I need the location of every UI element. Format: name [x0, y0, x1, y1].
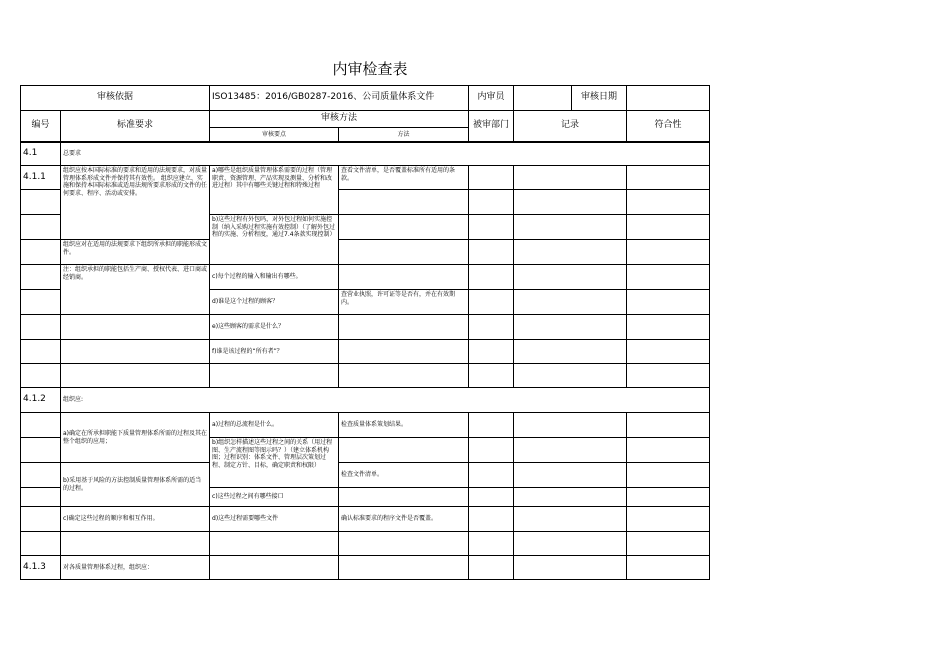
clause-4-1-1-point-c: c)每个过程的输入和输出有哪些。 [210, 265, 339, 290]
no-cell [21, 315, 61, 340]
date-label: 审核日期 [572, 86, 627, 111]
clause-4-1-2-req-a: a)确定在所承担职能下质量管理体系所需的过程及其在整个组织的应用； [61, 413, 210, 463]
clause-4-1-3-no: 4.1.3 [21, 556, 61, 580]
dept-cell[interactable] [469, 488, 514, 507]
conformity-cell[interactable] [627, 315, 710, 340]
conformity-cell[interactable] [627, 488, 710, 507]
conformity-cell[interactable] [627, 413, 710, 438]
conformity-cell[interactable] [627, 240, 710, 265]
conformity-cell[interactable] [627, 364, 710, 388]
record-cell[interactable] [514, 463, 627, 488]
point-cell [210, 364, 339, 388]
point-cell [210, 556, 339, 580]
requirement-header: 标准要求 [61, 111, 210, 142]
clause-4-1-1-req: 组织应按本国际标准的要求和适用的法规要求，对质量管理体系形成文件并保持其有效性。 组织应建立、实施和保持本国际标准或适用法规所要求形成的文件的任何要求、程序、活动或安排。 [61, 166, 210, 240]
auditor-label: 内审员 [469, 86, 514, 111]
conformity-cell[interactable] [627, 532, 710, 556]
clause-4-1-2-method-a: 检查质量体系策划结果。 [339, 413, 469, 438]
method-cell [339, 265, 469, 290]
no-header: 编号 [21, 111, 61, 142]
conformity-cell[interactable] [627, 507, 710, 532]
req-cell [61, 340, 210, 364]
no-cell [21, 488, 61, 507]
record-cell[interactable] [514, 438, 627, 463]
dept-cell[interactable] [469, 315, 514, 340]
conformity-cell[interactable] [627, 556, 710, 580]
clause-4-1-2-point-b: b)组织怎样描述这些过程之间的关系（用过程图、生产流程图等图示吗？）（建立体系机构图；过程识别：体系文件、管理层次策划过程、制定方针、目标，确定职责和权限） [210, 438, 339, 488]
point-header: 审核要点 [210, 128, 339, 142]
no-cell [21, 463, 61, 488]
page-title: 内审检查表 [332, 60, 408, 78]
dept-cell[interactable] [469, 190, 514, 215]
no-cell [21, 364, 61, 388]
record-cell[interactable] [514, 488, 627, 507]
clause-4-1-1-point-a: a)哪些是组织质量管理体系需要的过程（管理职责、资源管理、产品实现及测量、分析和改进过程）其中有哪些关键过程和特殊过程 [210, 166, 339, 215]
clause-4-1-2-point-d: d)这些过程需要哪些文件 [210, 507, 339, 532]
basis-value: ISO13485：2016/GB0287-2016、公司质量体系文件 [210, 86, 469, 111]
record-cell[interactable] [514, 240, 627, 265]
dept-cell[interactable] [469, 166, 514, 190]
conformity-cell[interactable] [627, 265, 710, 290]
no-cell [21, 413, 61, 438]
req-cell [61, 364, 210, 388]
conformity-cell[interactable] [627, 290, 710, 315]
dept-cell[interactable] [469, 556, 514, 580]
record-cell[interactable] [514, 215, 627, 240]
clause-4-1-2-no: 4.1.2 [21, 388, 61, 413]
record-cell[interactable] [514, 364, 627, 388]
dept-cell[interactable] [469, 340, 514, 364]
dept-cell[interactable] [469, 463, 514, 488]
dept-cell[interactable] [469, 364, 514, 388]
dept-cell[interactable] [469, 507, 514, 532]
method-cell [339, 240, 469, 265]
conformity-cell[interactable] [627, 190, 710, 215]
no-cell [21, 532, 61, 556]
clause-4-1-1-point-b: b)这些过程有外包吗，对外包过程如何实施控制（纳入采购过程实施有效控制）（了解外包过程的实施、分析程度，通过7.4条款实现控制） [210, 215, 339, 265]
clause-4-1-1-req-2: 组织应对在适用的法规要求下组织所承担的职能形成文件。 [61, 240, 210, 265]
method-cell [339, 190, 469, 215]
dept-cell[interactable] [469, 438, 514, 463]
dept-cell[interactable] [469, 532, 514, 556]
audit-checklist-table [20, 85, 710, 580]
clause-4-1-1-method-a: 查看文件清单，是否覆盖标准所有适用的条款。 [339, 166, 469, 190]
method-cell [339, 315, 469, 340]
clause-4-1-3-text: 对各质量管理体系过程，组织应： [61, 556, 210, 580]
record-cell[interactable] [514, 190, 627, 215]
clause-4-1-1-point-f: f)谁是该过程的“所有者”？ [210, 340, 339, 364]
record-cell[interactable] [514, 166, 627, 190]
dept-header: 被审部门 [469, 111, 514, 142]
method-cell [339, 215, 469, 240]
dept-cell[interactable] [469, 290, 514, 315]
no-cell [21, 190, 61, 215]
clause-4-1-text: 总要求 [61, 142, 710, 166]
record-cell[interactable] [514, 265, 627, 290]
dept-cell[interactable] [469, 215, 514, 240]
no-cell [21, 340, 61, 364]
clause-4-1-2-point-c: c)这些过程之间有哪些接口 [210, 488, 339, 507]
record-cell[interactable] [514, 532, 627, 556]
conformity-cell[interactable] [627, 438, 710, 463]
basis-label: 审核依据 [21, 86, 210, 111]
record-cell[interactable] [514, 556, 627, 580]
clause-4-1-1-no: 4.1.1 [21, 166, 61, 190]
method-header: 审核方法 [210, 111, 469, 128]
clause-4-1-2-method-b: 检查文件清单。 [339, 463, 469, 488]
clause-4-1-2-text: 组织应: [61, 388, 710, 413]
no-cell [21, 265, 61, 290]
auditor-value[interactable] [514, 86, 572, 111]
clause-4-1-no: 4.1 [21, 142, 61, 166]
no-cell [21, 240, 61, 265]
method-cell [339, 364, 469, 388]
clause-4-1-2-point-a: a)过程的总流程是什么。 [210, 413, 339, 438]
conformity-header: 符合性 [627, 111, 710, 142]
record-cell[interactable] [514, 413, 627, 438]
point-cell [210, 532, 339, 556]
record-cell[interactable] [514, 340, 627, 364]
method-cell [339, 340, 469, 364]
clause-4-1-2-req-b: b)采用基于风险的方法控制质量管理体系所需的适当的过程。 [61, 463, 210, 507]
clause-4-1-1-point-e: e)这些顾客的需求是什么？ [210, 315, 339, 340]
req-cell [61, 532, 210, 556]
way-header: 方法 [339, 128, 469, 142]
clause-4-1-2-req-c: c)确定这些过程的顺序和相互作用。 [61, 507, 210, 532]
method-cell [339, 438, 469, 463]
record-cell[interactable] [514, 290, 627, 315]
no-cell [21, 215, 61, 240]
method-cell [339, 532, 469, 556]
conformity-cell[interactable] [627, 166, 710, 190]
method-cell [339, 488, 469, 507]
record-cell[interactable] [514, 507, 627, 532]
record-header: 记录 [514, 111, 627, 142]
date-value[interactable] [627, 86, 710, 111]
dept-cell[interactable] [469, 413, 514, 438]
conformity-cell[interactable] [627, 463, 710, 488]
req-cell [61, 315, 210, 340]
clause-4-1-2-method-d: 确认标准要求的程序文件是否覆盖。 [339, 507, 469, 532]
clause-4-1-1-point-d: d)谁是这个过程的顾客？ [210, 290, 339, 315]
conformity-cell[interactable] [627, 215, 710, 240]
dept-cell[interactable] [469, 240, 514, 265]
conformity-cell[interactable] [627, 340, 710, 364]
no-cell [21, 507, 61, 532]
clause-4-1-1-req-3: 注：组织承担的职能包括生产商、授权代表、进口商或经销商。 [61, 265, 210, 315]
dept-cell[interactable] [469, 265, 514, 290]
method-cell [339, 556, 469, 580]
no-cell [21, 290, 61, 315]
no-cell [21, 438, 61, 463]
record-cell[interactable] [514, 315, 627, 340]
clause-4-1-1-method-d: 查营业执照，许可证等是否有，并在有效期内。 [339, 290, 469, 315]
